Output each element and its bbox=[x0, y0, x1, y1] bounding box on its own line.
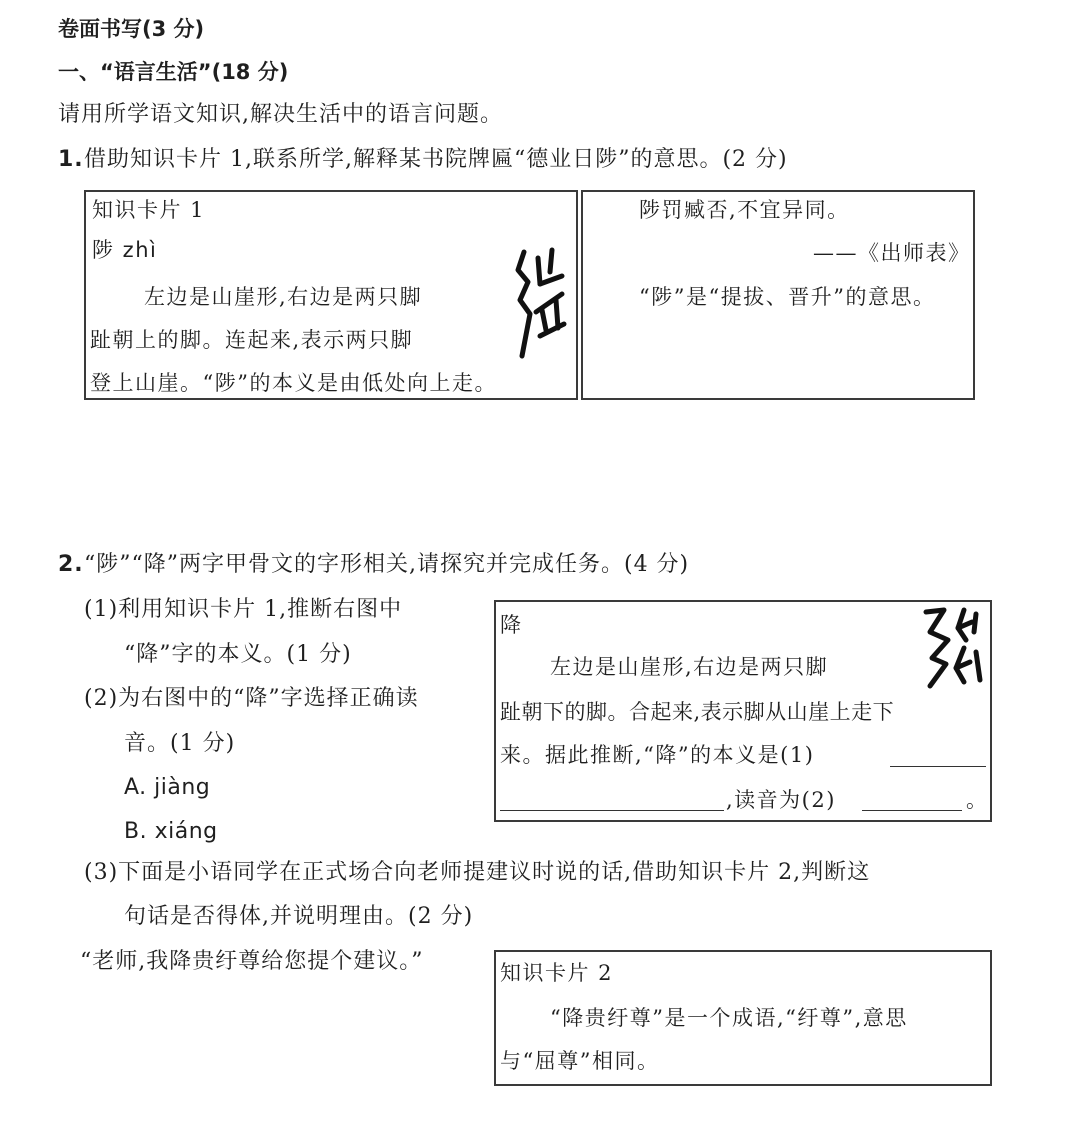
question-2-number: 2. bbox=[58, 552, 84, 577]
jiang-card bbox=[494, 600, 992, 822]
question-1-number: 1. bbox=[58, 147, 84, 172]
oracle-bone-jiang-glyph bbox=[920, 606, 990, 690]
jiang-card-line4-end: 。 bbox=[966, 788, 989, 812]
card1-char: 陟 zhì bbox=[92, 238, 158, 262]
card2-line2: 与“屈尊”相同。 bbox=[500, 1049, 660, 1073]
card1-line1: 左边是山崖形,右边是两只脚 bbox=[144, 285, 423, 309]
jiang-card-line4-mid: ,读音为(2) bbox=[726, 788, 836, 812]
quote-card bbox=[581, 190, 975, 400]
section-instruction: 请用所学语文知识,解决生活中的语言问题。 bbox=[58, 102, 503, 127]
option-b[interactable]: B. xiáng bbox=[124, 819, 218, 844]
answer-blank-pronunciation[interactable] bbox=[862, 788, 962, 811]
answer-blank-meaning-part1[interactable] bbox=[890, 744, 986, 767]
sub3-line1: (3)下面是小语同学在正式场合向老师提建议时说的话,借助知识卡片 2,判断这 bbox=[84, 860, 871, 885]
card1-line3: 登上山崖。“陟”的本义是由低处向上走。 bbox=[90, 371, 497, 395]
quote-card-source: ——《出师表》 bbox=[813, 241, 971, 265]
handwriting-score-label: 卷面书写(3 分) bbox=[58, 17, 205, 41]
card2-title: 知识卡片 2 bbox=[500, 961, 614, 985]
section-title: 一、“语言生活”(18 分) bbox=[58, 60, 289, 84]
knowledge-card-1 bbox=[84, 190, 578, 400]
sub1-line2: “降”字的本义。(1 分) bbox=[124, 642, 352, 667]
card1-line2: 趾朝上的脚。连起来,表示两只脚 bbox=[90, 328, 414, 352]
student-quote: “老师,我降贵纡尊给您提个建议。” bbox=[80, 949, 424, 974]
sub3-line2: 句话是否得体,并说明理由。(2 分) bbox=[124, 904, 474, 929]
question-1-text: 借助知识卡片 1,联系所学,解释某书院牌匾“德业日陟”的意思。(2 分) bbox=[84, 147, 788, 172]
oracle-bone-zhi-glyph bbox=[504, 244, 570, 360]
knowledge-card-2 bbox=[494, 950, 992, 1086]
sub2-line1: (2)为右图中的“降”字选择正确读 bbox=[84, 686, 419, 711]
jiang-card-title: 降 bbox=[500, 613, 523, 637]
question-2-text: “陟”“降”两字甲骨文的字形相关,请探究并完成任务。(4 分) bbox=[84, 552, 690, 577]
card2-line1: “降贵纡尊”是一个成语,“纡尊”,意思 bbox=[550, 1006, 908, 1030]
sub1-line1: (1)利用知识卡片 1,推断右图中 bbox=[84, 597, 403, 622]
card1-title: 知识卡片 1 bbox=[92, 198, 206, 222]
option-a[interactable]: A. jiàng bbox=[124, 775, 211, 800]
quote-card-line1: 陟罚臧否,不宜异同。 bbox=[639, 198, 850, 222]
jiang-card-line1: 左边是山崖形,右边是两只脚 bbox=[550, 655, 829, 679]
sub2-line2: 音。(1 分) bbox=[124, 731, 236, 756]
jiang-card-line2: 趾朝下的脚。合起来,表示脚从山崖上走下 bbox=[500, 700, 895, 724]
jiang-card-line3: 来。据此推断,“降”的本义是(1) bbox=[500, 743, 815, 767]
answer-blank-meaning-part2[interactable] bbox=[500, 788, 724, 811]
quote-card-note: “陟”是“提拔、晋升”的意思。 bbox=[639, 285, 936, 309]
